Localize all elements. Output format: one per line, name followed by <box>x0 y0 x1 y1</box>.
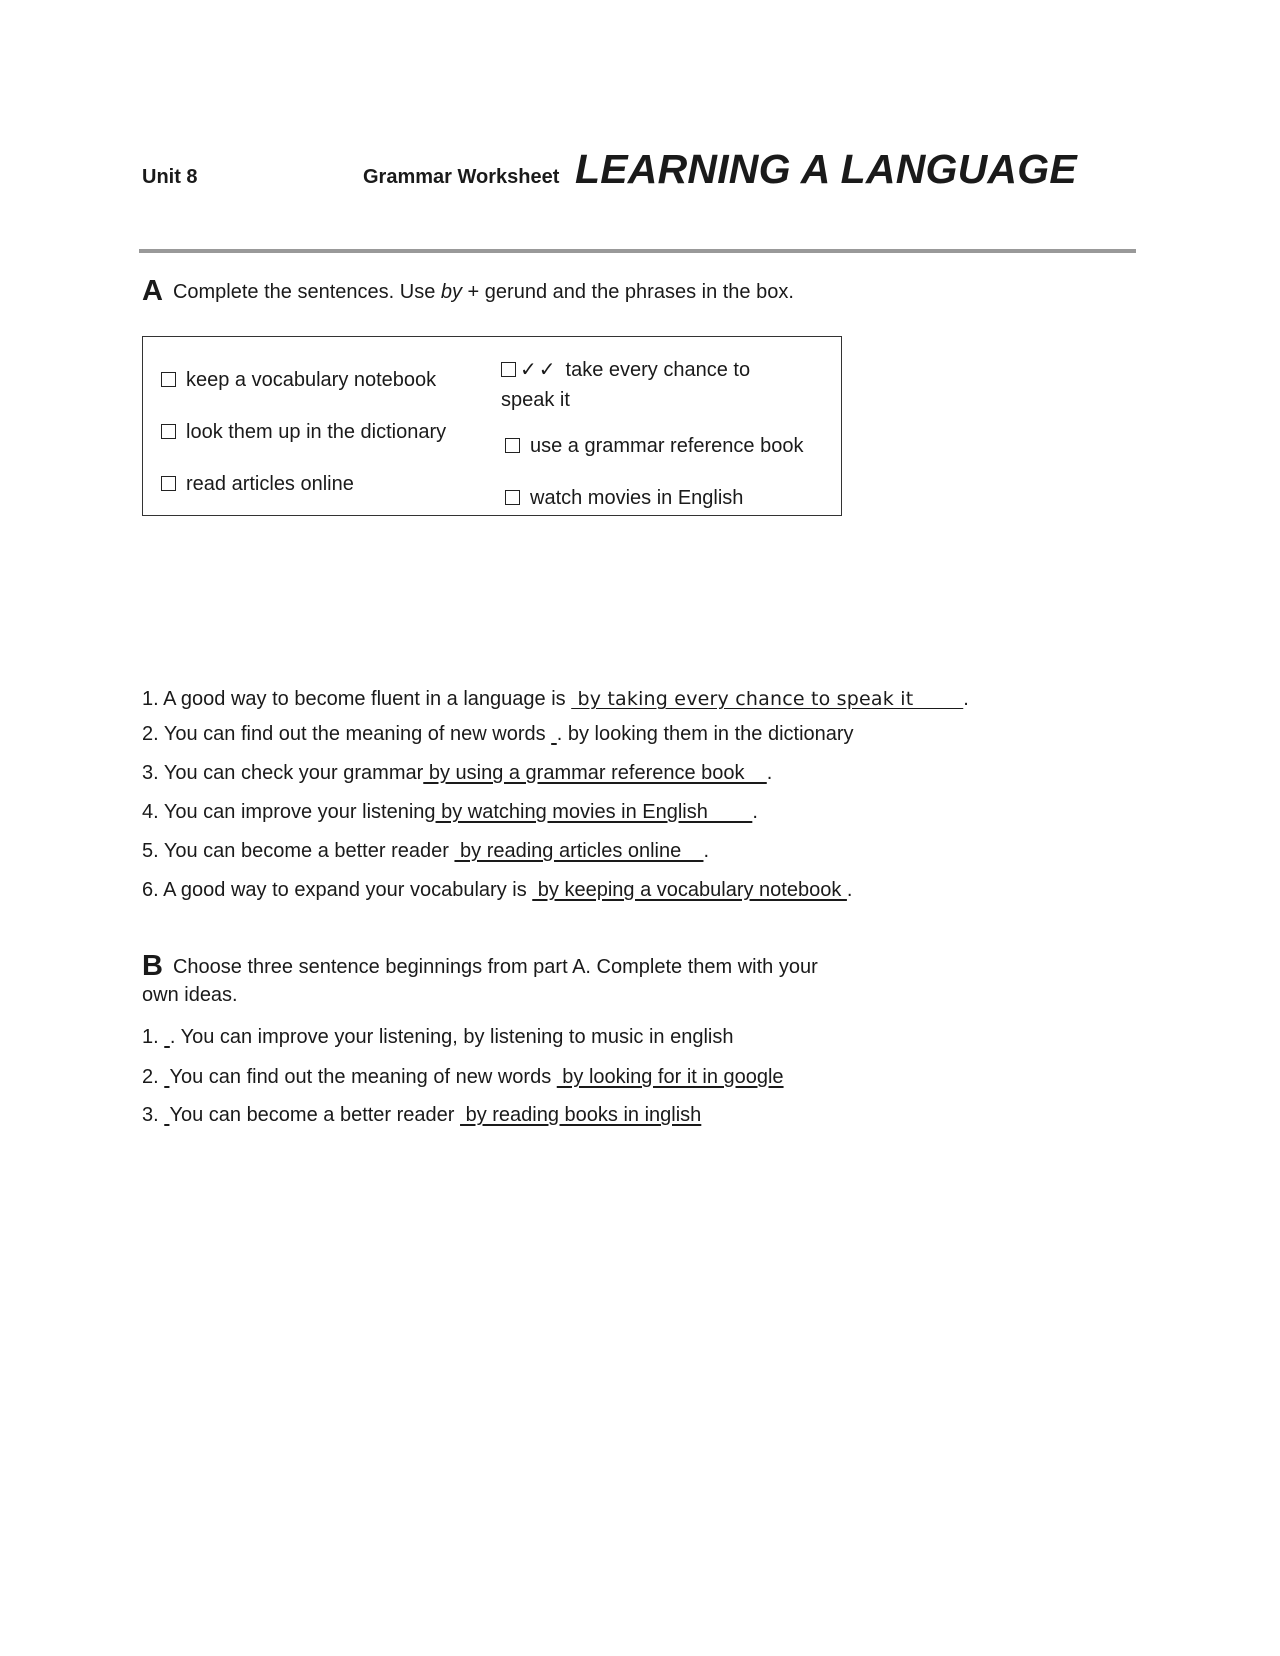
phrase-look-up <box>161 421 446 444</box>
double-check-icon: ✓✓ <box>520 359 558 381</box>
section-b-letter: B <box>142 950 163 982</box>
phrase-label: use a grammar reference book <box>530 435 804 457</box>
section-b-instruction-cont: own ideas. <box>142 984 238 1006</box>
sentence-prefix: 2. You can find out the meaning of new words <box>142 723 552 745</box>
phrase-take-chance-cont: speak it <box>501 389 570 411</box>
section-a-heading <box>142 275 794 308</box>
answer-field[interactable]: by looking for it in google <box>556 1066 784 1088</box>
sentence-prefix: 6. A good way to expand your vocabulary is <box>142 879 533 901</box>
sentence-b-1 <box>142 1026 733 1049</box>
checkbox-icon[interactable] <box>501 362 516 377</box>
phrase-read-articles <box>161 473 354 496</box>
phrase-box <box>142 336 842 516</box>
checkbox-icon[interactable] <box>161 372 176 387</box>
answer-field[interactable]: by reading books in inglish <box>460 1104 702 1126</box>
sentence-suffix: . by looking them in the dictionary <box>556 723 854 745</box>
sentence-prefix: 5. You can become a better reader <box>142 840 455 862</box>
sentence-a-2 <box>142 723 854 746</box>
sentence-prefix: 4. You can improve your listening <box>142 801 436 823</box>
sentence-suffix: . <box>752 801 758 823</box>
sentence-text: You can find out the meaning of new words <box>169 1066 557 1088</box>
checkbox-icon[interactable] <box>505 438 520 453</box>
phrase-label: read articles online <box>186 473 354 495</box>
sentence-text: . You can improve your listening, by listening to music in english <box>169 1026 734 1048</box>
sentence-b-2 <box>142 1066 784 1089</box>
header-divider <box>139 249 1136 253</box>
sentence-text: You can become a better reader <box>169 1104 461 1126</box>
answer-field[interactable]: by reading articles online <box>454 840 704 862</box>
phrase-label: look them up in the dictionary <box>186 421 447 443</box>
section-b-heading <box>142 950 818 983</box>
phrase-label: keep a vocabulary notebook <box>186 369 437 391</box>
sentence-suffix: . <box>766 762 773 784</box>
checkbox-icon[interactable] <box>505 490 520 505</box>
sentence-prefix: 3. You can check your grammar <box>142 762 424 784</box>
section-b-instruction: Choose three sentence beginnings from part A. Complete them with your <box>172 956 818 978</box>
phrase-label: watch movies in English <box>530 487 744 509</box>
phrase-keep-notebook <box>161 369 436 392</box>
sentence-b-3 <box>142 1104 701 1127</box>
sentence-prefix: 1. A good way to become fluent in a language is <box>142 688 572 710</box>
sentence-a-4 <box>142 801 758 824</box>
unit-label: Unit 8 <box>142 166 198 188</box>
answer-field[interactable]: by watching movies in English <box>435 801 753 823</box>
phrase-take-chance <box>501 357 750 382</box>
phrase-grammar-book <box>505 435 803 458</box>
sentence-suffix: . <box>846 879 853 901</box>
sentence-a-6 <box>142 879 852 902</box>
section-a-letter: A <box>142 275 163 307</box>
answer-field[interactable]: by taking every chance to speak it <box>571 688 964 710</box>
checkbox-icon[interactable] <box>161 424 176 439</box>
sentence-number: 1. <box>142 1026 165 1048</box>
answer-field[interactable]: by using a grammar reference book <box>423 762 767 784</box>
sentence-a-5 <box>142 840 709 863</box>
answer-field[interactable]: by keeping a vocabulary notebook <box>532 879 847 901</box>
sentence-suffix: . <box>963 688 969 710</box>
page-title: LEARNING A LANGUAGE <box>575 146 1077 192</box>
sentence-number: 3. <box>142 1104 165 1126</box>
sentence-suffix: . <box>703 840 710 862</box>
checkbox-icon[interactable] <box>161 476 176 491</box>
section-a-instruction-italic: by <box>440 281 462 303</box>
sentence-a-1 <box>142 688 969 711</box>
sentence-a-3 <box>142 762 772 785</box>
phrase-label: take every chance to <box>565 359 751 381</box>
phrase-watch-movies <box>505 487 743 510</box>
section-a-instruction-start: Complete the sentences. Use <box>172 281 441 303</box>
section-a-instruction-end: + gerund and the phrases in the box. <box>462 281 794 303</box>
sentence-number: 2. <box>142 1066 165 1088</box>
worksheet-label: Grammar Worksheet <box>363 166 560 188</box>
